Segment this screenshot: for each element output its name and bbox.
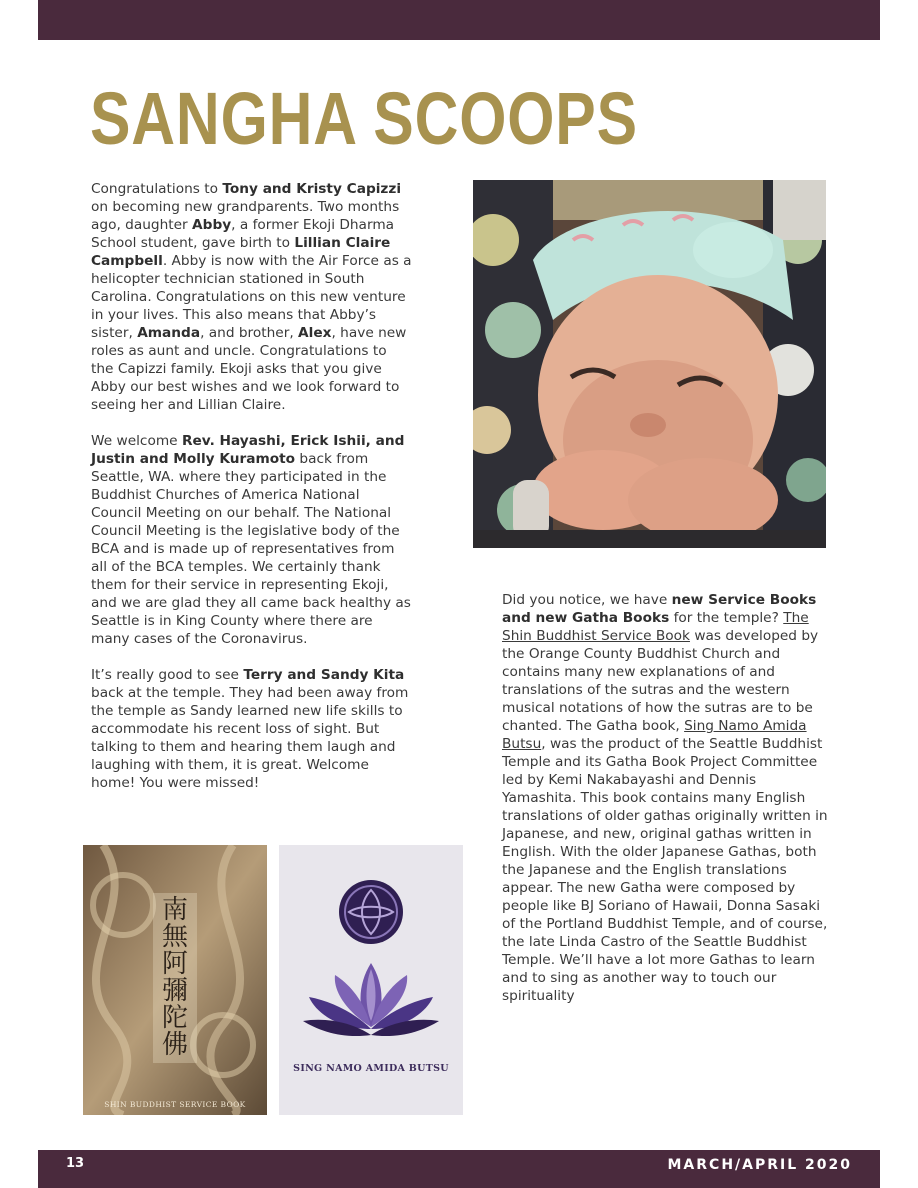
- top-banner: [38, 0, 880, 40]
- left-column: [91, 180, 413, 792]
- baby-photo: [473, 180, 826, 548]
- service-book-caption: SHIN BUDDHIST SERVICE BOOK: [104, 1100, 246, 1109]
- text-run: for the temple?: [669, 610, 784, 626]
- bold-name: new Service Books and new Gatha Books: [502, 592, 817, 626]
- bold-name: Lillian Claire Campbell: [91, 235, 391, 269]
- footer-banner: [38, 1150, 880, 1188]
- text-run: , and brother,: [200, 325, 299, 341]
- book-title: Sing Namo Amida Butsu: [502, 718, 807, 752]
- bold-name: Tony and Kristy Capizzi: [222, 181, 402, 197]
- text-run: was developed by the Orange County Buddhist Church and contains many new explanations of and translations of the sutras and the western musical notations of how the sutras are to be chanted. The Gatha book,: [502, 628, 819, 734]
- book-title: The Shin Buddhist Service Book: [502, 610, 809, 644]
- bold-name: Amanda: [137, 325, 201, 341]
- text-run: , a former Ekoji Dharma School student, gave birth to: [91, 217, 395, 251]
- text-run: Congratulations to: [91, 181, 223, 197]
- paragraph-new-books: [502, 591, 832, 1005]
- text-run: Did you notice, we have: [502, 592, 672, 608]
- bold-name: Terry and Sandy Kita: [243, 667, 405, 683]
- paragraph-kita: [91, 666, 413, 792]
- text-run: back from Seattle, WA. where they participated in the Buddhist Churches of America National Council Meeting on our behalf. The National Council Meeting is the legislative body of the BCA and is made up of representatives from all of the BCA temples. We certainly thank them for their service in representing Ekoji, and we are glad they all came back healthy as Seattle is in King County where there are many cases of the Coronavirus.: [91, 451, 411, 647]
- gatha-book-cover: [279, 845, 463, 1115]
- paragraph-national-council: [91, 432, 413, 648]
- right-column: [502, 591, 832, 1005]
- text-run: , have new roles as aunt and uncle. Congratulations to the Capizzi family. Ekoji asks that you give Abby our best wishes and we look forward to seeing her and Lillian Claire.: [91, 325, 407, 413]
- text-run: We welcome: [91, 433, 182, 449]
- bold-name: Alex: [298, 325, 332, 341]
- page-title: SANGHA SCOOPS: [90, 77, 638, 160]
- bold-name: Rev. Hayashi, Erick Ishii, and Justin and Molly Kuramoto: [91, 433, 405, 467]
- text-run: It’s really good to see: [91, 667, 244, 683]
- text-run: on becoming new grandparents. Two months ago, daughter: [91, 199, 400, 233]
- bold-name: Abby: [192, 217, 232, 233]
- paragraph-capizzi: [91, 180, 413, 414]
- issue-date: MARCH/APRIL 2020: [667, 1157, 852, 1173]
- gatha-book-caption: SING NAMO AMIDA BUTSU: [293, 1063, 449, 1074]
- text-run: . Abby is now with the Air Force as a helicopter technician stationed in South Carolina. Congratulations on this new venture in your lives. This also means that Abby’s sister,: [91, 253, 412, 341]
- text-run: , was the product of the Seattle Buddhist Temple and its Gatha Book Project Committee led by Kemi Nakabayashi and Dennis Yamashita. This book contains many English translations of older gathas originally written in Japanese, and new, original gathas written in English. With the older Japanese Gathas, both the Japanese and the English translations appear. The new Gatha were composed by people like BJ Soriano of Hawaii, Donna Sasaki of the Portland Buddhist Temple, and of course, the late Linda Castro of the Seattle Buddhist Temple. We’ll have a lot more Gathas to learn and to sing as another way to touch our spirituality: [502, 736, 828, 1004]
- service-book-cover: [83, 845, 267, 1115]
- lotus-emblem: [279, 845, 463, 1115]
- page-number: 13: [66, 1156, 85, 1171]
- kanji-title: 南 無 阿 彌 陀 佛: [161, 895, 188, 1060]
- text-run: back at the temple. They had been away from the temple as Sandy learned new life skills to accommodate his recent loss of sight. But talking to them and hearing them laugh and laughing with them, it is great. Welcome home! You were missed!: [91, 685, 409, 791]
